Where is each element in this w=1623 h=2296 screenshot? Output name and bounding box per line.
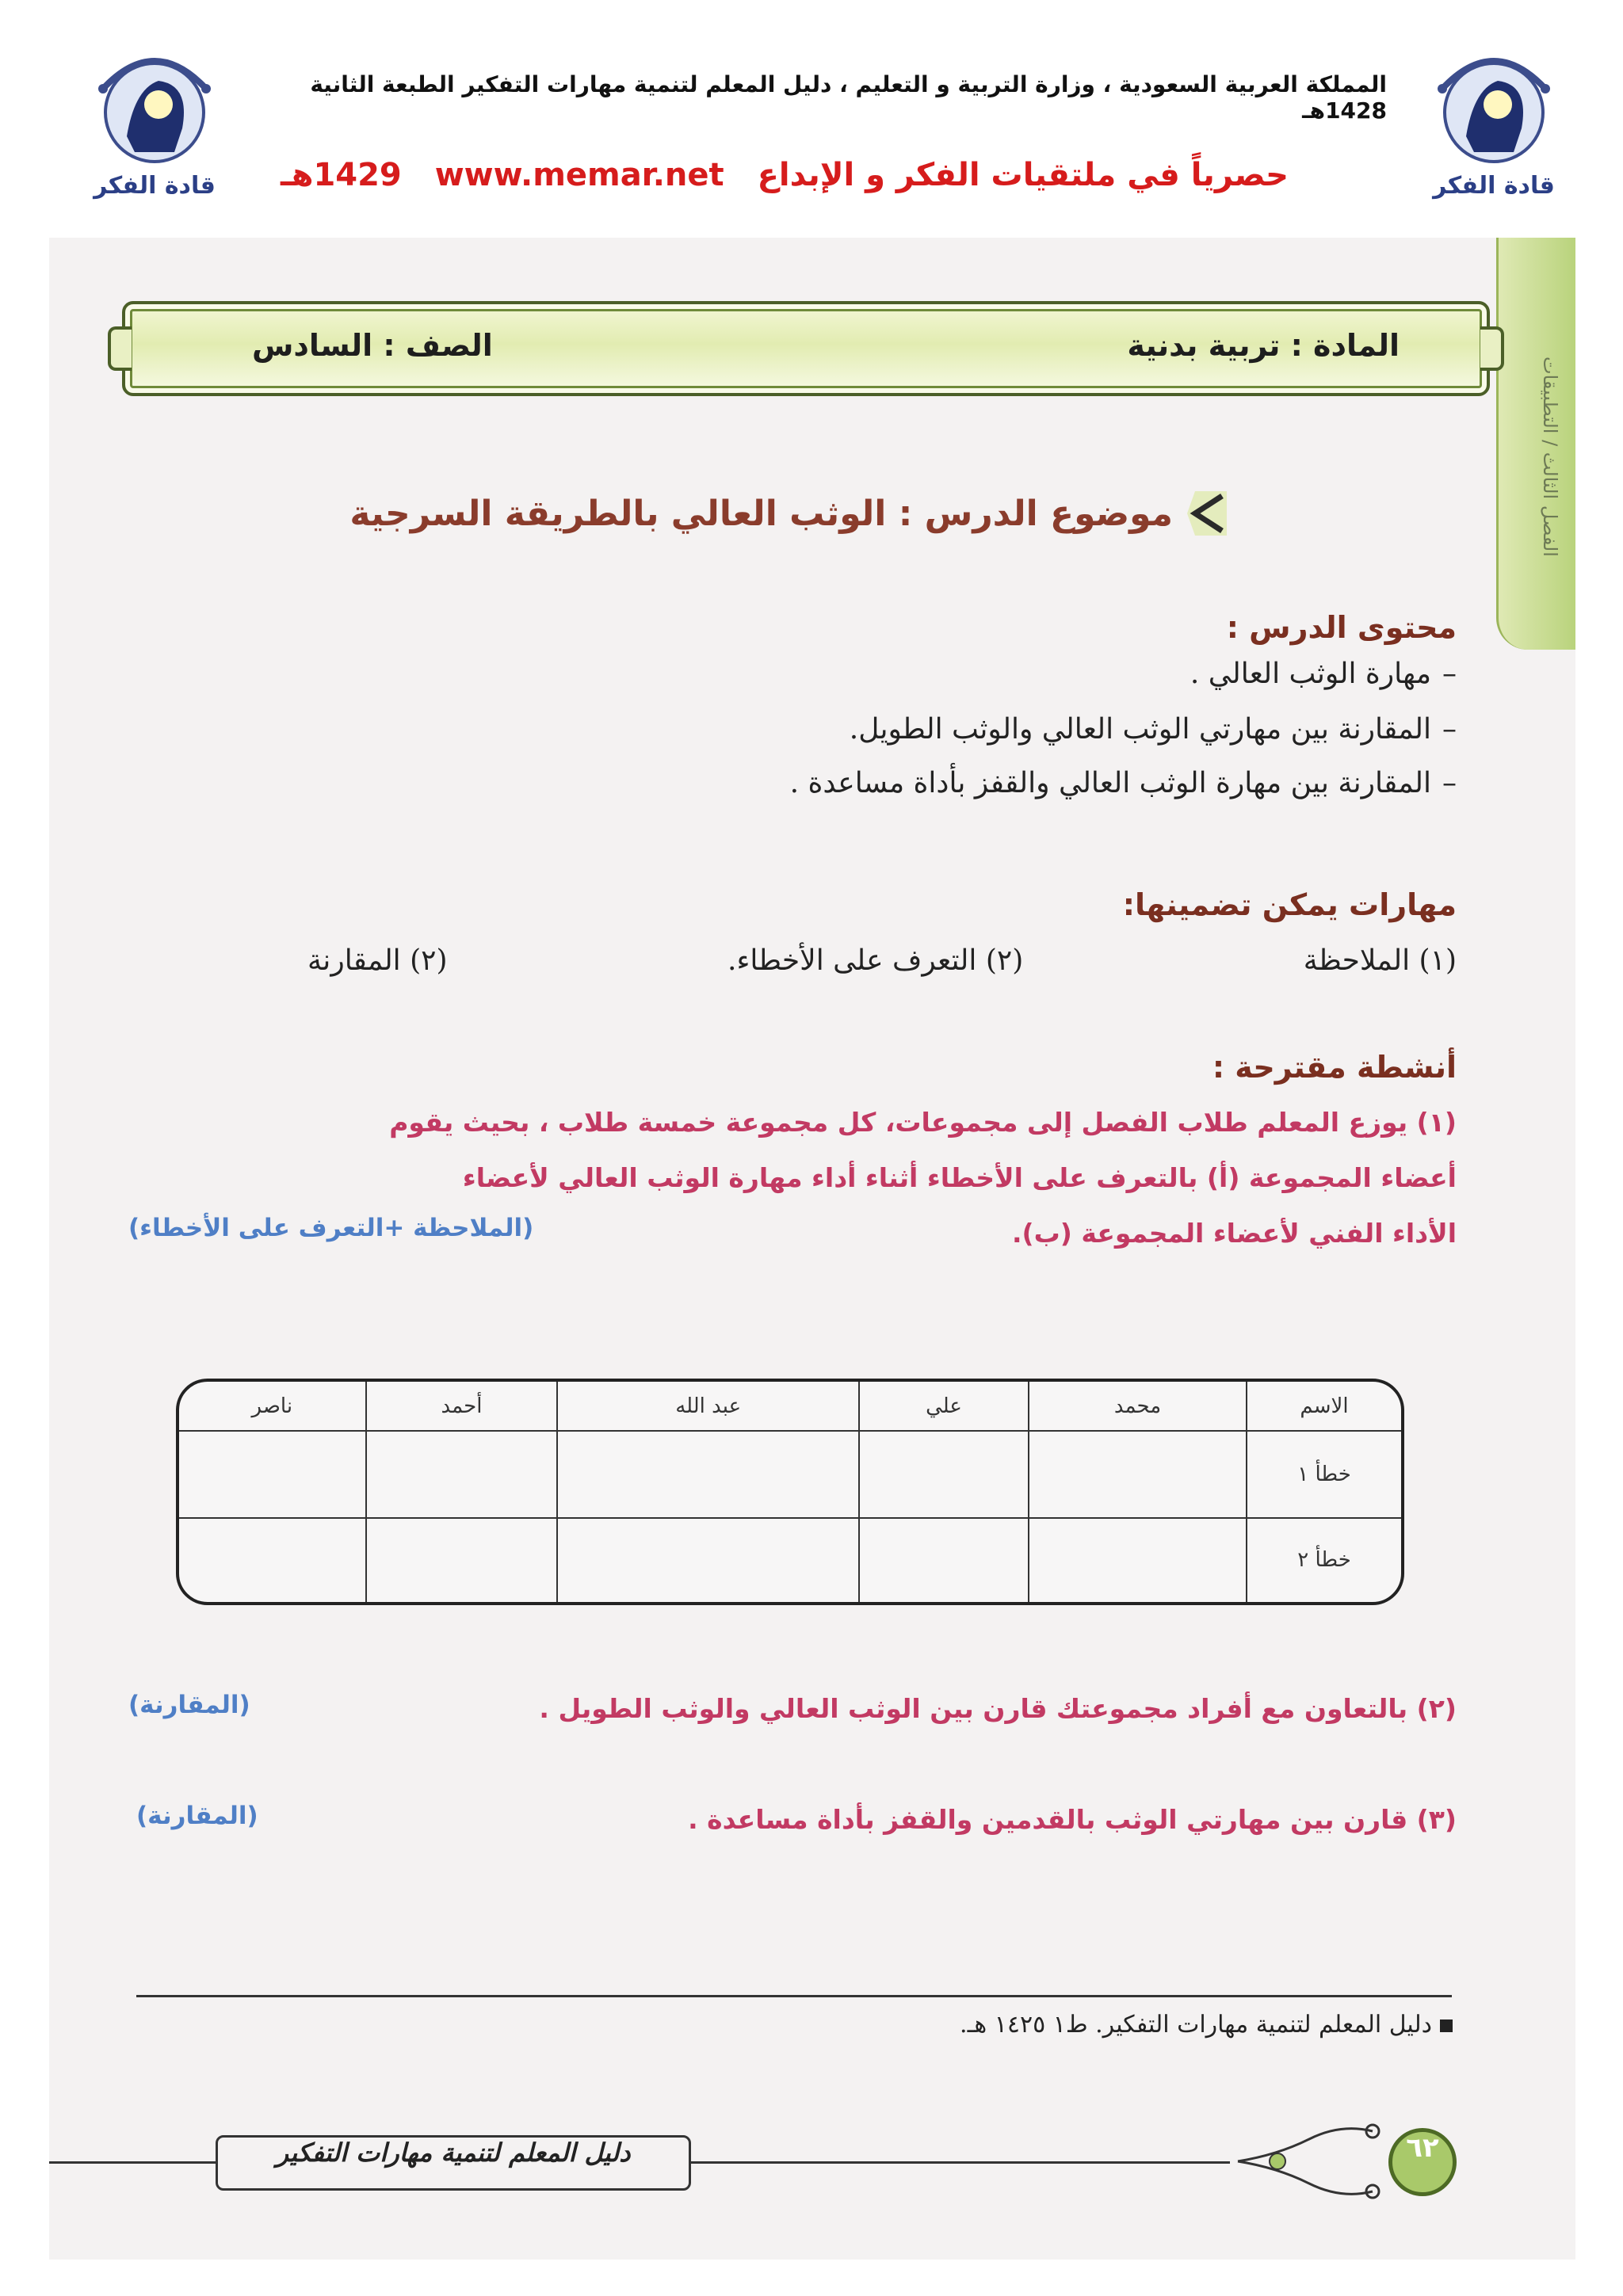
table-cell <box>179 1518 366 1602</box>
page-number: ٦٢ <box>1388 2128 1457 2196</box>
table-cell <box>859 1431 1029 1518</box>
column-header: أحمد <box>366 1382 558 1431</box>
skills-list <box>307 944 1457 977</box>
skill-item: (١) الملاحظة <box>1303 944 1457 977</box>
activity-1-line: الأداء الفني لأعضاء المجموعة (ب). <box>1012 1218 1457 1249</box>
activity-2-skill-tag: (المقارنة) <box>128 1691 250 1719</box>
crown-bulb-icon <box>79 41 230 168</box>
activity-2-text: (٢) بالتعاون مع أفراد مجموعتك قارن بين الوثب العالي والوثب الطويل . <box>539 1693 1457 1724</box>
content-item: –المقارنة بين مهارة الوثب العالي والقفز بأداة مساعدة . <box>789 767 1457 799</box>
skill-item: (٢) المقارنة <box>307 944 448 977</box>
header-url-link[interactable]: www.memar.net <box>434 157 724 193</box>
table-header-row <box>179 1382 1401 1431</box>
column-header: الاسم <box>1247 1382 1401 1431</box>
banner-ornament-left <box>108 326 132 371</box>
column-header: عبد الله <box>557 1382 859 1431</box>
lesson-topic <box>349 491 1227 536</box>
chapter-side-tab <box>1496 238 1575 650</box>
table-cell <box>557 1518 859 1602</box>
book-title-label: دليل المعلم لتنمية مهارات التفكير <box>216 2135 691 2191</box>
footer-rule-left <box>49 2161 216 2164</box>
content-item: –مهارة الوثب العالي . <box>1190 658 1457 690</box>
content-heading: محتوى الدرس : <box>1226 610 1457 645</box>
square-bullet-icon <box>1440 2019 1453 2032</box>
table-cell <box>557 1431 859 1518</box>
footer-rule <box>691 2161 1230 2164</box>
scroll-ornament-icon <box>1230 2107 1388 2226</box>
subject-banner <box>122 301 1490 396</box>
scanned-page <box>49 238 1575 2260</box>
header-subtitle <box>230 157 1339 193</box>
row-header: خطأ ٢ <box>1247 1518 1401 1602</box>
chevron-left-icon <box>1187 491 1227 536</box>
table-cell <box>859 1518 1029 1602</box>
footnote-divider <box>136 1995 1452 1997</box>
logo-caption: قادة الفكر <box>1433 172 1555 200</box>
errors-table <box>176 1379 1404 1605</box>
skills-heading: مهارات يمكن تضمينها: <box>1122 887 1457 922</box>
activity-1-skill-tag: (الملاحظة +التعرف على الأخطاء) <box>128 1214 534 1242</box>
thinking-leaders-logo <box>79 41 230 200</box>
activity-3-text: (٣) قارن بين مهارتي الوثب بالقدمين والقفز بأداة مساعدة . <box>688 1804 1457 1835</box>
table-cell <box>366 1518 558 1602</box>
crown-bulb-icon <box>1419 41 1569 168</box>
row-header: خطأ ١ <box>1247 1431 1401 1518</box>
header-title: المملكة العربية السعودية ، وزارة التربية و التعليم ، دليل المعلم لتنمية مهارات التفكير الطبعة الثانية 1428هـ <box>310 71 1387 124</box>
header-forum-text: حصرياً في ملتقيات الفكر و الإبداع <box>757 157 1289 193</box>
column-header: محمد <box>1029 1382 1247 1431</box>
activities-heading: أنشطة مقترحة : <box>1212 1050 1457 1085</box>
side-tab-label: الفصل الثالث / التطبيقات <box>1539 357 1561 557</box>
header-year: 1429هـ <box>281 157 402 193</box>
activity-1-line: أعضاء المجموعة (أ) بالتعرف على الأخطاء أثناء أداء مهارة الوثب العالي لأعضاء <box>462 1162 1457 1193</box>
grade-label: الصف : السادس <box>252 328 493 363</box>
table-cell <box>366 1431 558 1518</box>
lesson-topic-text: موضوع الدرس : الوثب العالي بالطريقة السرجية <box>349 493 1173 534</box>
column-header: علي <box>859 1382 1029 1431</box>
activity-3-skill-tag: (المقارنة) <box>136 1802 258 1830</box>
thinking-leaders-logo <box>1419 41 1569 200</box>
footnote: دليل المعلم لتنمية مهارات التفكير. ط١ ١٤٢٥ هـ. <box>960 2011 1453 2039</box>
table-cell <box>179 1431 366 1518</box>
column-header: ناصر <box>179 1382 366 1431</box>
banner-ornament-right <box>1480 326 1504 371</box>
skill-item: (٢) التعرف على الأخطاء. <box>727 944 1024 977</box>
table-row <box>179 1431 1401 1518</box>
content-item: –المقارنة بين مهارتي الوثب العالي والوثب الطويل. <box>849 713 1457 746</box>
activity-1-line: (١) يوزع المعلم طلاب الفصل إلى مجموعات، كل مجموعة خمسة طلاب ، بحيث يقوم <box>389 1107 1457 1138</box>
table-cell <box>1029 1431 1247 1518</box>
table-row <box>179 1518 1401 1602</box>
subject-label: المادة : تربية بدنية <box>1127 328 1400 363</box>
table-cell <box>1029 1518 1247 1602</box>
logo-caption: قادة الفكر <box>94 172 216 200</box>
